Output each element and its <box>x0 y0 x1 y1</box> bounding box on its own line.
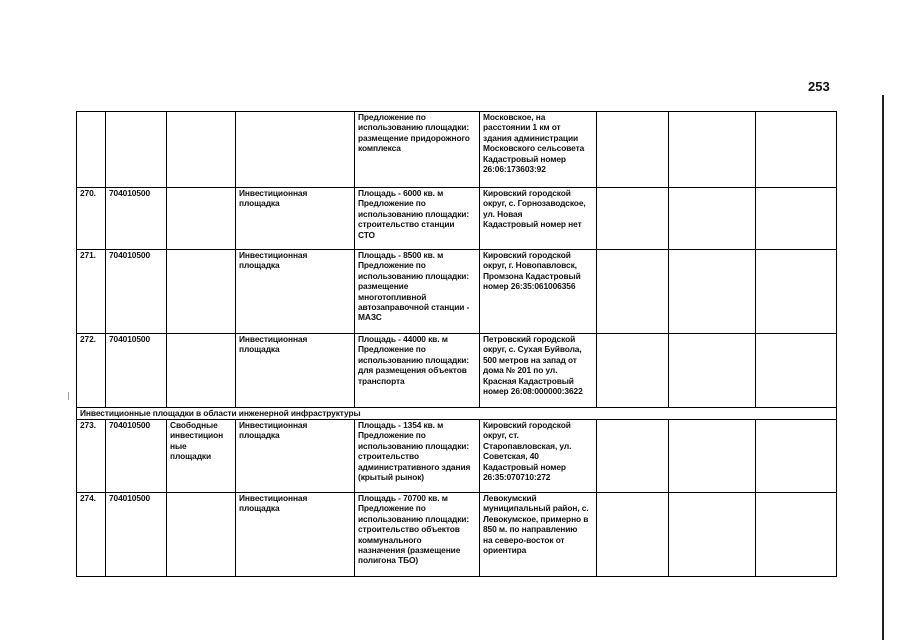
row-code: 704010500 <box>106 188 167 250</box>
row-type: Инвестиционная площадка <box>236 334 355 408</box>
empty-cell <box>597 250 669 334</box>
row-location: Кировский городской округ, с. Горнозаводское, ул. Новая Кадастровый номер нет <box>480 188 597 250</box>
row-code: 704010500 <box>106 493 167 577</box>
empty-cell <box>756 250 837 334</box>
table-row <box>77 250 837 334</box>
section-row <box>77 408 837 420</box>
row-number: 274. <box>77 493 106 577</box>
table-row <box>77 420 837 493</box>
row-description: Площадь - 8500 кв. м Предложение по использованию площадки: размещение многотопливной автозаправочной станции - МАЗС <box>355 250 480 334</box>
row-description: Площадь - 1354 кв. м Предложение по использованию площадки: строительство административного здания (крытый рынок) <box>355 420 480 493</box>
empty-cell <box>597 420 669 493</box>
scan-edge-line <box>882 95 884 640</box>
row-code: 704010500 <box>106 334 167 408</box>
empty-cell <box>756 112 837 188</box>
table-row <box>77 334 837 408</box>
table-row <box>77 112 837 188</box>
row-number: 273. <box>77 420 106 493</box>
page-number: 253 <box>808 79 830 94</box>
empty-cell <box>756 334 837 408</box>
empty-cell <box>756 420 837 493</box>
table-row <box>77 188 837 250</box>
row-category <box>167 188 236 250</box>
row-category <box>167 112 236 188</box>
empty-cell <box>597 188 669 250</box>
row-location: Петровский городской округ, с. Сухая Буйвола, 500 метров на запад от дома № 201 по ул. Красная Кадастровый номер 26:08:000000:3622 <box>480 334 597 408</box>
row-type: Инвестиционная площадка <box>236 493 355 577</box>
row-location: Московское, на расстоянии 1 км от здания администрации Московского сельсовета Кадастровый номер 26:06:173603:92 <box>480 112 597 188</box>
row-number: 271. <box>77 250 106 334</box>
investment-sites-table <box>76 111 837 577</box>
row-number: 272. <box>77 334 106 408</box>
row-number <box>77 112 106 188</box>
empty-cell <box>669 493 756 577</box>
row-location: Левокумский муниципальный район, с. Левокумское, примерно в 850 м. по направлению на северо-восток от ориентира <box>480 493 597 577</box>
row-category <box>167 493 236 577</box>
row-number: 270. <box>77 188 106 250</box>
empty-cell <box>597 334 669 408</box>
row-category: Свободные инвестицион ные площадки <box>167 420 236 493</box>
row-description: Площадь - 70700 кв. м Предложение по использованию площадки: строительство объектов коммунального назначения (размещение полигона ТБО) <box>355 493 480 577</box>
row-code: 704010500 <box>106 250 167 334</box>
row-code: 704010500 <box>106 420 167 493</box>
row-type: Инвестиционная площадка <box>236 420 355 493</box>
empty-cell <box>597 112 669 188</box>
row-location: Кировский городской округ, ст. Старопавловская, ул. Советская, 40 Кадастровый номер 26:35:070710:272 <box>480 420 597 493</box>
table-row <box>77 493 837 577</box>
row-description: Предложение по использованию площадки: размещение придорожного комплекса <box>355 112 480 188</box>
section-title: Инвестиционные площадки в области инженерной инфраструктуры <box>77 408 837 420</box>
row-code <box>106 112 167 188</box>
empty-cell <box>669 420 756 493</box>
empty-cell <box>669 188 756 250</box>
empty-cell <box>756 188 837 250</box>
row-category <box>167 250 236 334</box>
empty-cell <box>669 112 756 188</box>
row-type: Инвестиционная площадка <box>236 250 355 334</box>
row-description: Площадь - 6000 кв. м Предложение по использованию площадки: строительство станции СТО <box>355 188 480 250</box>
empty-cell <box>669 250 756 334</box>
row-type: Инвестиционная площадка <box>236 188 355 250</box>
empty-cell <box>756 493 837 577</box>
empty-cell <box>669 334 756 408</box>
row-type <box>236 112 355 188</box>
margin-mark <box>68 392 69 400</box>
row-category <box>167 334 236 408</box>
empty-cell <box>597 493 669 577</box>
row-location: Кировский городской округ, г. Новопавловск, Промзона Кадастровый номер 26:35:061006356 <box>480 250 597 334</box>
row-description: Площадь - 44000 кв. м Предложение по использованию площадки: для размещения объектов транспорта <box>355 334 480 408</box>
